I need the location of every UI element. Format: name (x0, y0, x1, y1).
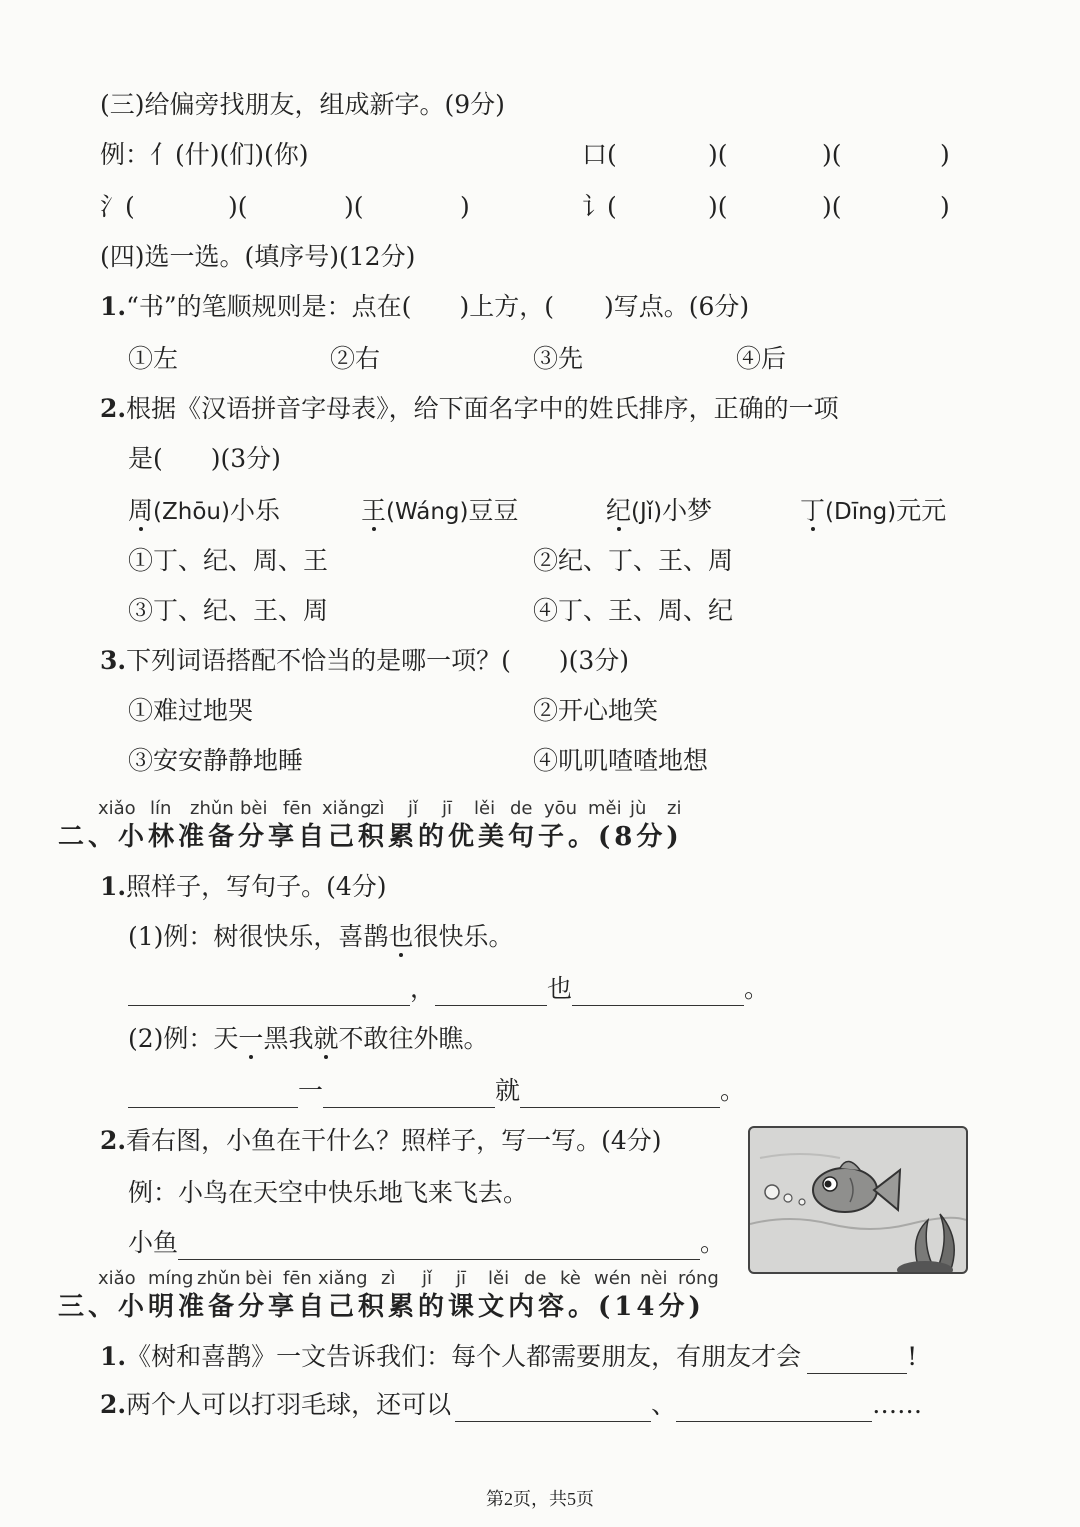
radical-kou: 口( (582, 140, 617, 169)
pinyin: fēn (283, 798, 312, 819)
pinyin: zi (667, 798, 682, 819)
q2-text2-b: )(3分) (210, 444, 281, 473)
q3-text-b: )(3分) (558, 646, 630, 675)
pinyin: róng (678, 1268, 719, 1289)
pinyin: wén (594, 1268, 632, 1289)
pinyin: nèi (640, 1268, 668, 1289)
answer-blank[interactable] (807, 1347, 907, 1374)
answer-blank[interactable] (520, 1081, 720, 1108)
q2-text: 根据《汉语拼音字母表》，给下面名字中的姓氏排序，正确的一项 (126, 394, 839, 423)
paren-gap: )( (228, 192, 248, 221)
option: ④后 (736, 344, 787, 373)
fish-icon (750, 1128, 966, 1272)
pinyin: jù (630, 798, 647, 819)
option: ③先 (533, 344, 584, 373)
answer-blank[interactable] (128, 979, 410, 1006)
option: ③安安静静地睡 (128, 746, 304, 775)
option: ③丁、纪、王、周 (128, 596, 329, 625)
pinyin: jǐ (422, 1268, 433, 1289)
answer-blank[interactable] (323, 1081, 495, 1108)
question-number: 1. (100, 872, 127, 901)
pinyin: lěi (488, 1268, 510, 1289)
part2-q1 (100, 870, 387, 904)
part3-q2: 2.两个人可以打羽毛球，还可以 、 …… (100, 1388, 922, 1422)
name-item: 王(Wáng)豆豆 (361, 496, 519, 525)
section3-title: (三)给偏旁找朋友，组成新字。(9分) (100, 90, 505, 119)
option: ①丁、纪、周、王 (128, 546, 329, 575)
pinyin: zhǔn (190, 798, 234, 819)
pinyin: yōu (544, 798, 578, 819)
part2-q2-text: 看右图，小鱼在干什么？照样子，写一写。(4分) (126, 1126, 662, 1155)
answer-blank[interactable] (435, 979, 547, 1006)
option: ④丁、王、周、纪 (533, 596, 734, 625)
pinyin: de (524, 1268, 547, 1289)
pinyin: lěi (474, 798, 496, 819)
part2-title: 二、小林准备分享自己积累的优美句子。(8分) (58, 822, 683, 852)
answer-blank[interactable] (455, 1395, 651, 1422)
paren-gap: )( (708, 192, 728, 221)
pinyin: zì (381, 1268, 396, 1289)
question-number: 2. (100, 394, 127, 423)
radical-water: 氵( (100, 192, 135, 221)
pinyin: měi (588, 798, 622, 819)
pinyin: jī (456, 1268, 467, 1289)
q1-text-a: “书”的笔顺规则是：点在( (126, 292, 412, 321)
paren-gap: )( (708, 140, 728, 169)
name-item: 周(Zhōu)小乐 (128, 496, 280, 525)
part2-q1-text: 照样子，写句子。(4分) (126, 872, 387, 901)
part2-q2-answer: 小鱼 。 (128, 1226, 725, 1260)
name-item: 纪(Jǐ)小梦 (606, 496, 713, 525)
paren-gap: )( (822, 192, 842, 221)
pinyin: bèi (240, 798, 268, 819)
paren-gap: )( (344, 192, 364, 221)
pinyin: xiǎo (98, 1268, 136, 1289)
radical-speech: 讠( (582, 192, 617, 221)
name-item: 丁(Dīng)元元 (800, 496, 947, 525)
pinyin: míng (148, 1268, 194, 1289)
q1-text-c: )写点。(6分) (603, 292, 750, 321)
pinyin: bèi (245, 1268, 273, 1289)
pinyin: xiǎng (318, 1268, 368, 1289)
option: ①左 (128, 344, 179, 373)
part3-q1: 1.《树和喜鹊》一文告诉我们：每个人都需要朋友，有朋友才会 ! (100, 1340, 917, 1374)
part2-example2: (2)例：天一黑我就不敢往外瞧。 (128, 1024, 489, 1053)
option: ①难过地哭 (128, 696, 254, 725)
pinyin: zì (370, 798, 385, 819)
pinyin: de (510, 798, 533, 819)
section4-q2-line2 (128, 442, 281, 476)
part2-answer2: 一 就 。 (128, 1074, 745, 1108)
paren-close: ) (940, 140, 950, 169)
part2-answer1: ， 也 。 (128, 972, 769, 1006)
option: ②纪、丁、王、周 (533, 546, 734, 575)
pinyin: fēn (283, 1268, 312, 1289)
pinyin: jī (442, 798, 453, 819)
paren-close: ) (460, 192, 470, 221)
pinyin: jǐ (408, 798, 419, 819)
question-number: 2. (100, 1390, 127, 1419)
answer-blank[interactable] (676, 1395, 872, 1422)
question-number: 3. (100, 646, 127, 675)
option: ②开心地笑 (533, 696, 659, 725)
answer-blank[interactable] (178, 1233, 700, 1260)
answer-blank[interactable] (572, 979, 744, 1006)
section4-q2 (100, 392, 839, 426)
part2-q2 (100, 1124, 662, 1158)
question-number: 2. (100, 1126, 127, 1155)
radical-example: 例：亻(什)(们)(你) (100, 140, 309, 169)
q1-text-b: )上方，( (459, 292, 554, 321)
pinyin: xiǎo (98, 798, 136, 819)
paren-close: ) (940, 192, 950, 221)
q2-text2-a: 是( (128, 444, 163, 473)
pinyin: xiǎng (322, 798, 372, 819)
pinyin: lín (150, 798, 172, 819)
part3-title: 三、小明准备分享自己积累的课文内容。(14分) (58, 1292, 705, 1322)
part2-example1: (1)例：树很快乐，喜鹊也很快乐。 (128, 922, 514, 951)
question-number: 1. (100, 1342, 127, 1371)
section4-q3 (100, 644, 629, 678)
page-footer: 第2页，共5页 (486, 1489, 594, 1509)
fish-illustration (748, 1126, 968, 1274)
question-number: 1. (100, 292, 127, 321)
part2-q2-example: 例：小鸟在天空中快乐地飞来飞去。 (128, 1178, 529, 1207)
option: ②右 (330, 344, 381, 373)
answer-blank[interactable] (128, 1081, 298, 1108)
pinyin: zhǔn (197, 1268, 241, 1289)
section4-q1 (100, 290, 749, 324)
paren-gap: )( (822, 140, 842, 169)
section4-title: (四)选一选。(填序号)(12分) (100, 242, 416, 271)
option: ④叽叽喳喳地想 (533, 746, 709, 775)
q3-text-a: 下列词语搭配不恰当的是哪一项？( (126, 646, 511, 675)
pinyin: kè (560, 1268, 581, 1289)
